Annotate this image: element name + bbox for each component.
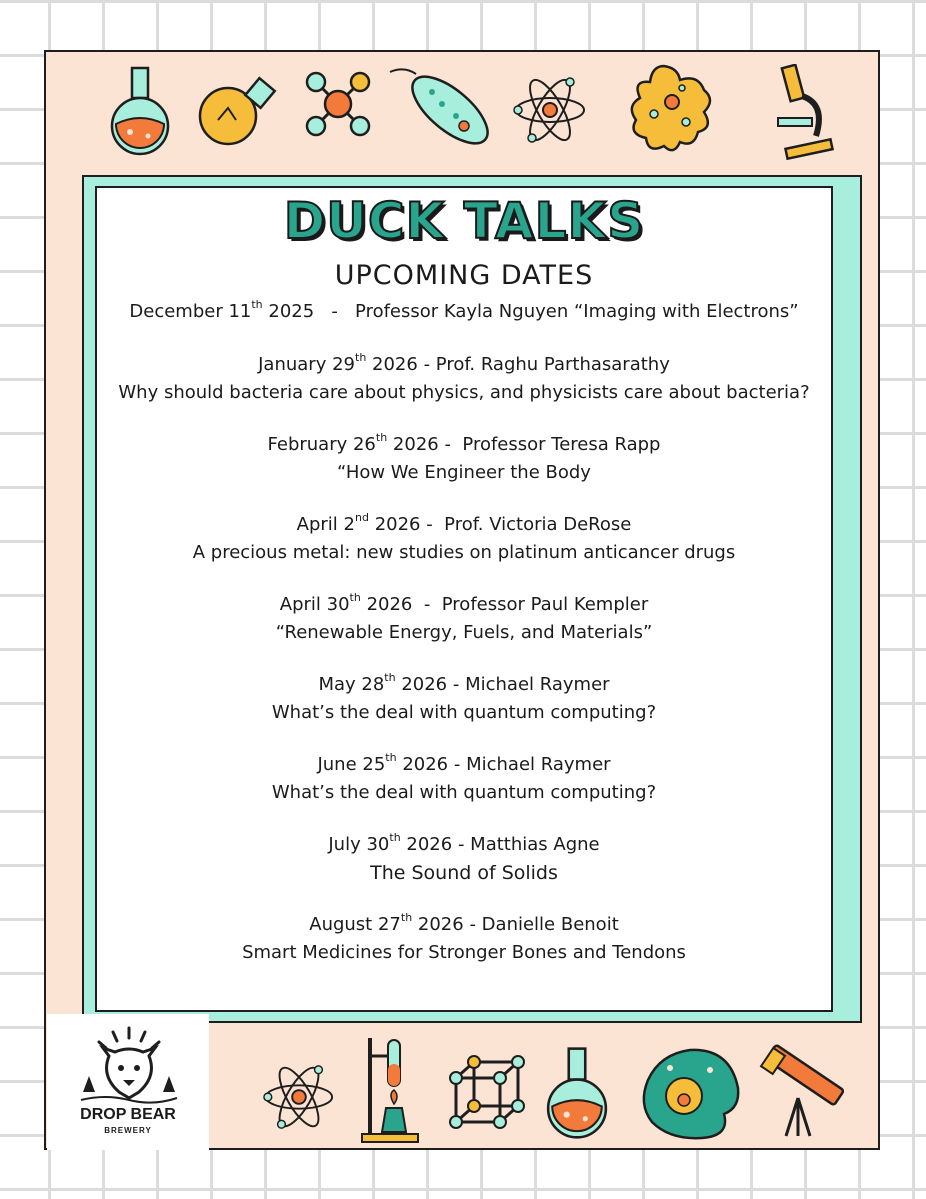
talk-item [97, 431, 831, 487]
talk-separator: - [412, 594, 442, 615]
talk-header [97, 431, 831, 459]
talk-date: April 30 [279, 594, 350, 615]
page-subtitle: UPCOMING DATES [334, 260, 594, 291]
talk-speaker: Professor Kayla Nguyen [355, 301, 569, 322]
talk-year: 2026 [374, 514, 421, 535]
logo-name: DROP BEAR [80, 1106, 176, 1123]
top-icon-row [0, 62, 926, 162]
talk-year: 2026 [366, 594, 413, 615]
bottom-icon-row [0, 1030, 926, 1148]
talk-item [97, 298, 831, 326]
talk-topic: What’s the deal with quantum computing? [271, 782, 657, 803]
talk-date-ordinal: th [349, 591, 361, 604]
talk-date-ordinal: th [400, 911, 413, 924]
talk-item [97, 511, 831, 567]
talk-topic: What’s the deal with quantum computing? [271, 702, 657, 723]
talk-item [97, 751, 831, 807]
lightbulb-icon [196, 72, 280, 152]
talk-topic: “How We Engineer the Body [337, 462, 591, 483]
talk-date-ordinal: nd [354, 511, 369, 524]
talk-header [97, 591, 831, 619]
talk-date-ordinal: th [385, 751, 397, 764]
talk-separator: - [447, 674, 466, 695]
talk-speaker: Professor Paul Kempler [441, 594, 649, 615]
talk-separator: - [417, 354, 436, 375]
molecule-cube-icon [444, 1050, 530, 1136]
logo-subtitle: BREWERY [104, 1126, 152, 1135]
talk-date: January 29 [258, 354, 355, 375]
talk-item [97, 671, 831, 727]
molecule-icon [302, 68, 374, 140]
talk-speaker: Matthias Agne [470, 834, 600, 855]
talk-year: 2026 [401, 674, 448, 695]
atom-icon [512, 72, 588, 148]
talk-year: 2026 [417, 914, 464, 935]
talk-date: May 28 [318, 674, 385, 695]
talk-speaker: Prof. Raghu Parthasarathy [435, 354, 670, 375]
talk-header [97, 911, 831, 939]
talk-separator: - [463, 914, 482, 935]
talk-speaker: Danielle Benoit [481, 914, 619, 935]
talk-date: June 25 [317, 754, 386, 775]
flask-icon [544, 1046, 610, 1142]
talk-date: July 30 [328, 834, 390, 855]
talk-date: December 11 [129, 301, 252, 322]
talk-item [97, 351, 831, 407]
atom-icon [262, 1060, 336, 1134]
talk-separator: - [452, 834, 471, 855]
talk-date-ordinal: th [375, 431, 388, 444]
talk-header [97, 511, 831, 539]
microscope-icon [770, 64, 836, 160]
talk-date: August 27 [309, 914, 401, 935]
talk-separator: - [438, 434, 463, 455]
talk-separator: - [314, 301, 356, 322]
talk-date: February 26 [267, 434, 376, 455]
talk-date-ordinal: th [355, 351, 367, 364]
talk-item [97, 911, 831, 967]
cell-icon [630, 1044, 746, 1142]
amoeba-icon [624, 62, 718, 158]
talk-header [97, 671, 831, 699]
talk-year: 2025 [268, 301, 315, 322]
talk-date-ordinal: th [389, 831, 401, 844]
telescope-icon [758, 1040, 850, 1140]
flask-icon [108, 66, 172, 158]
talk-year: 2026 [406, 834, 453, 855]
talk-header [97, 351, 831, 379]
talk-list [97, 298, 831, 967]
talk-header [97, 751, 831, 779]
talk-date-ordinal: th [384, 671, 396, 684]
protozoa-icon [386, 64, 496, 156]
talk-topic: Why should bacteria care about physics, and physicists care about bacteria? [118, 382, 810, 403]
talk-year: 2026 [372, 354, 418, 375]
talk-speaker: Professor Teresa Rapp [462, 434, 661, 455]
talk-topic: “Renewable Energy, Fuels, and Materials” [275, 622, 653, 643]
talk-topic: “Imaging with Electrons” [573, 301, 799, 322]
talk-item [97, 591, 831, 647]
talk-topic: Smart Medicines for Stronger Bones and Tendons [242, 942, 686, 963]
talk-item [97, 831, 831, 887]
talk-header [97, 298, 831, 326]
talk-speaker: Michael Raymer [465, 674, 610, 695]
test-tube-burner-icon [360, 1034, 420, 1146]
talk-year: 2026 [392, 434, 439, 455]
talk-separator: - [420, 514, 445, 535]
talk-schedule-panel [95, 186, 833, 1012]
talk-topic: The Sound of Solids [370, 862, 558, 884]
talk-separator: - [448, 754, 467, 775]
talk-date-ordinal: th [251, 298, 263, 311]
talk-speaker: Michael Raymer [466, 754, 611, 775]
talk-speaker: Prof. Victoria DeRose [444, 514, 632, 535]
page-title: DUCK TALKS [283, 192, 645, 250]
talk-header [97, 831, 831, 859]
talk-year: 2026 [402, 754, 449, 775]
talk-date: April 2 [296, 514, 355, 535]
talk-topic: A precious metal: new studies on platinum anticancer drugs [192, 542, 736, 563]
